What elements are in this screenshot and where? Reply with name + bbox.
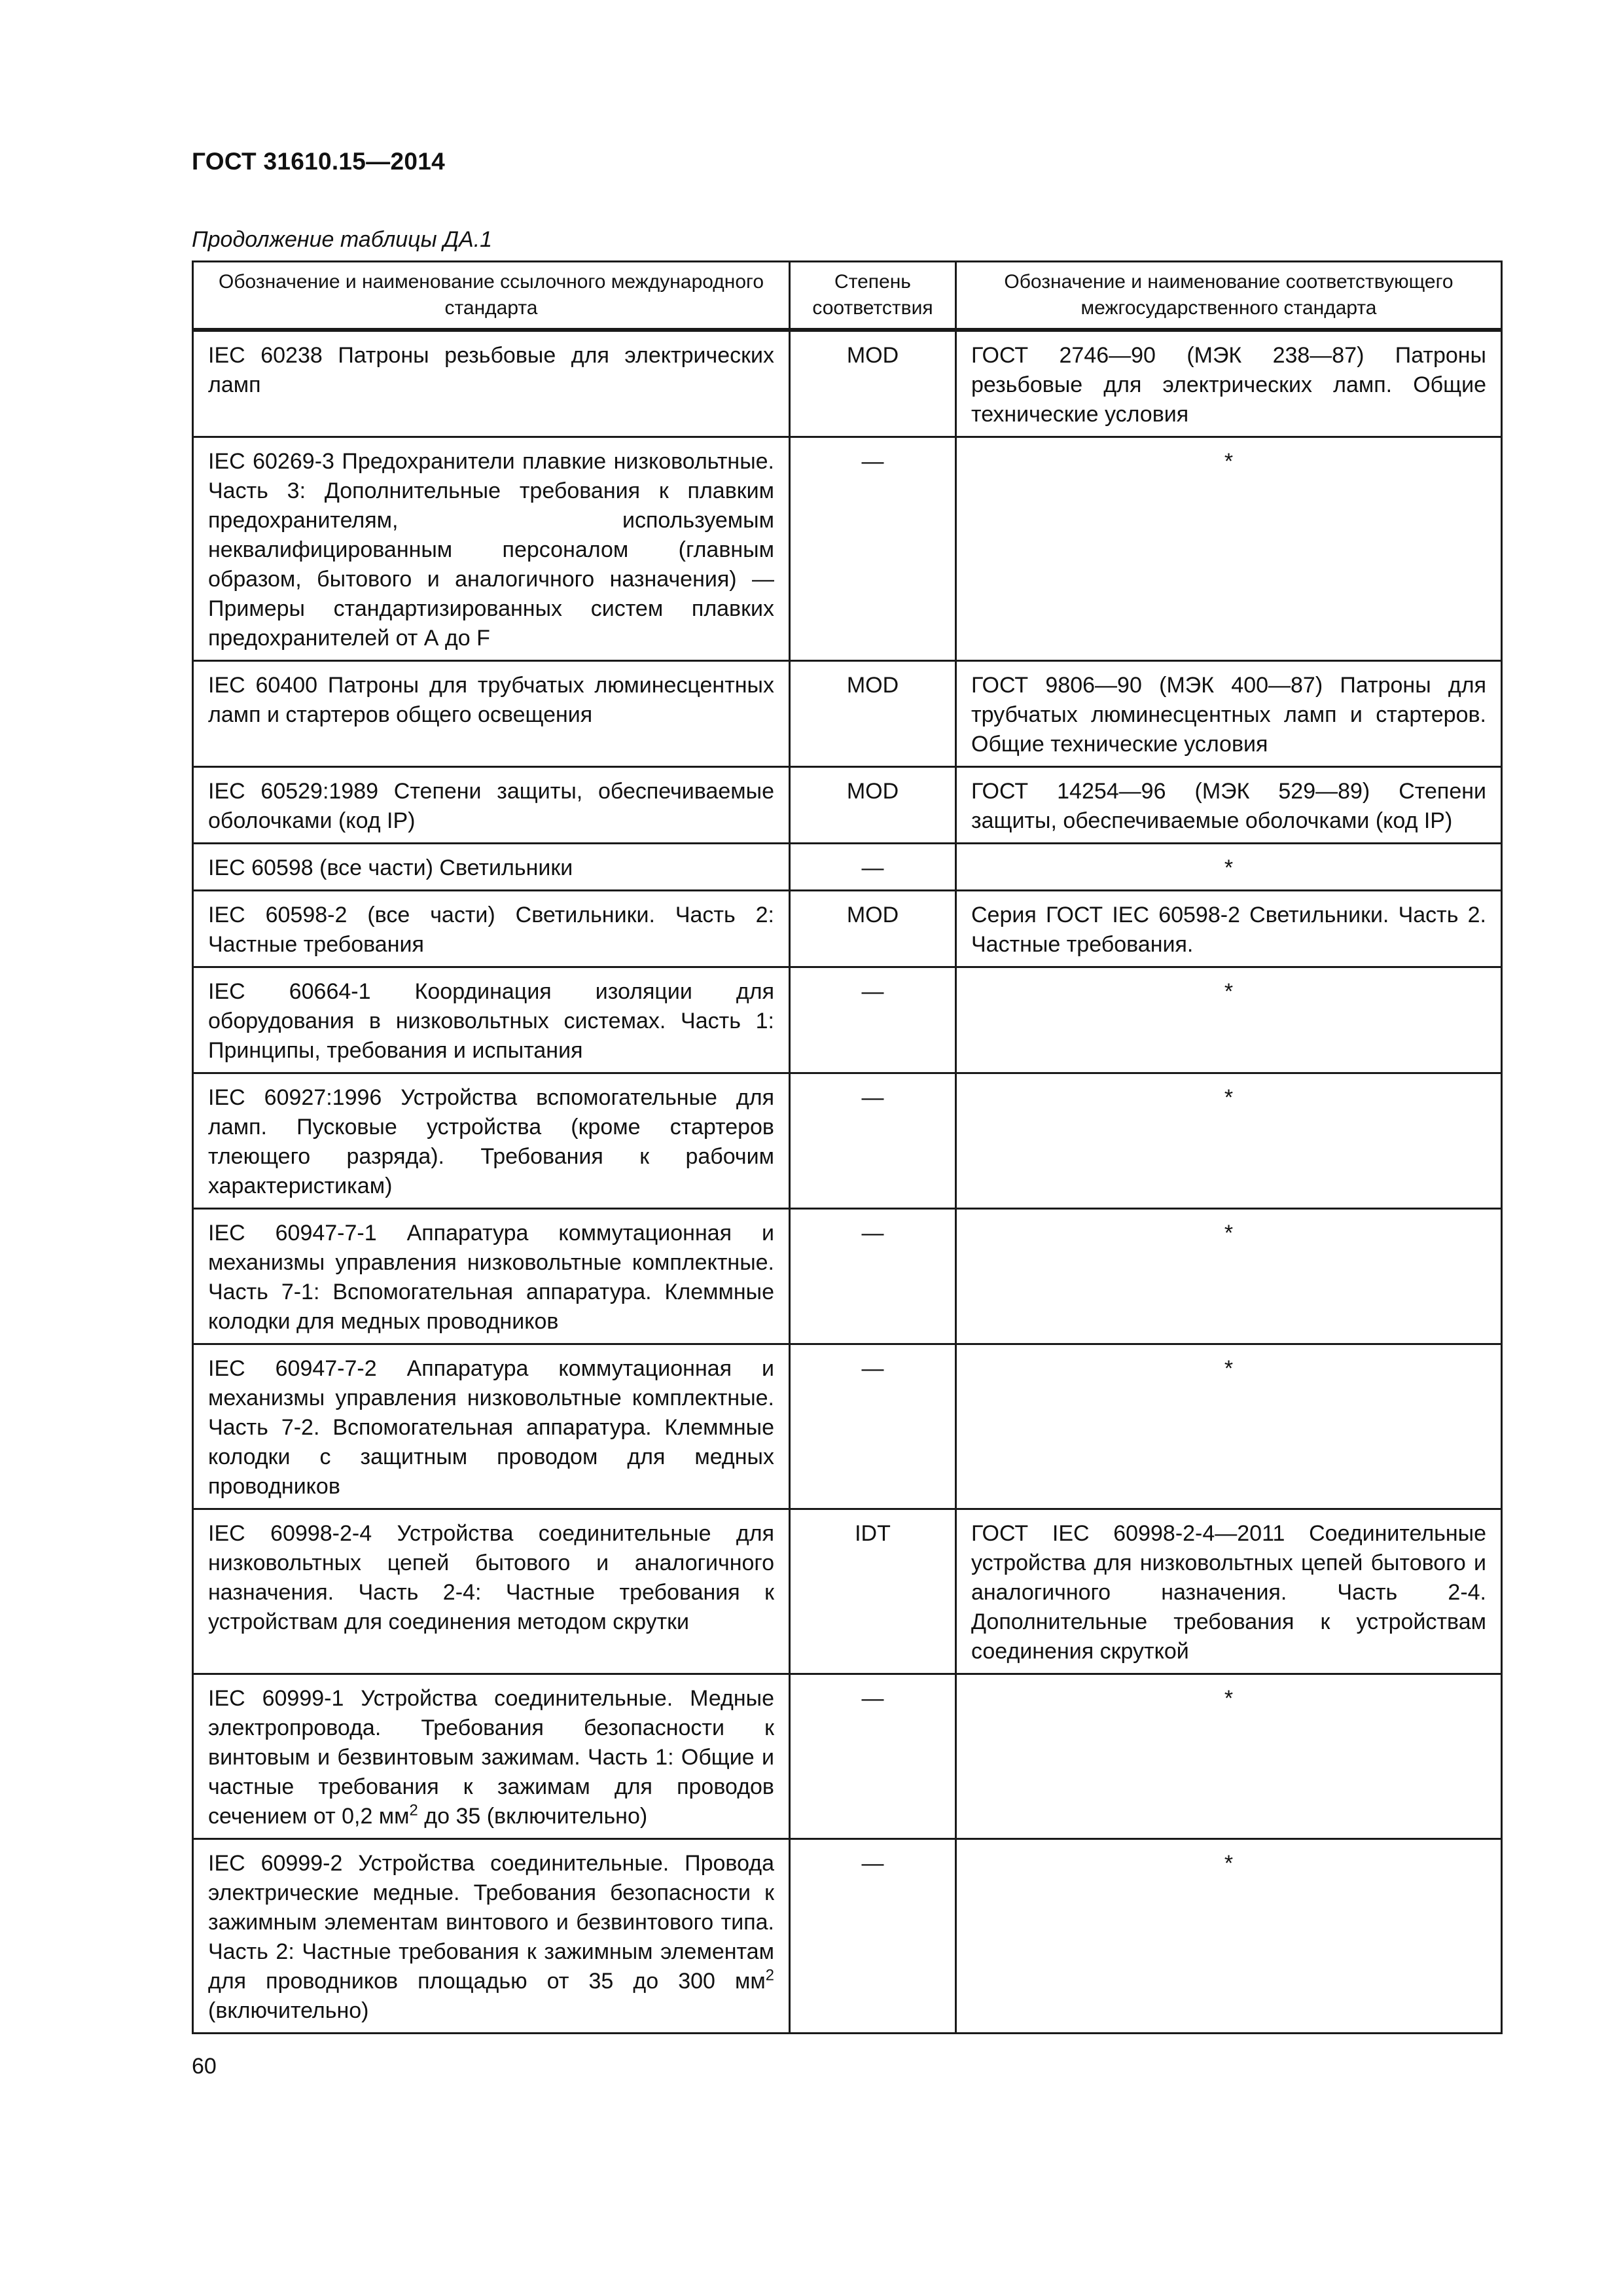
table-row [193, 661, 1502, 767]
reference-standard-cell [193, 1344, 790, 1509]
table-row [193, 844, 1502, 891]
reference-standard-text: IEC 60927:1996 Устройства вспомогательные для ламп. Пусковые устройства (кроме стартеров тлеющего разряда). Требования к рабочим характеристикам) [208, 1085, 774, 1198]
degree-cell: MOD [790, 767, 956, 844]
interstate-standard-cell: * [956, 1344, 1502, 1509]
table-header-row [193, 262, 1502, 331]
degree-cell: MOD [790, 661, 956, 767]
reference-standard-text: IEC 60238 Патроны резьбовые для электрических ламп [208, 343, 774, 397]
table-row [193, 1209, 1502, 1344]
reference-standard-text: IEC 60999-2 Устройства соединительные. Провода электрические медные. Требования безопасности к зажимным элементам винтового и безвинтового типа. Часть 2: Частные требования к зажимным элементам для проводников площадью от 35 до 300 мм [208, 1851, 774, 1994]
superscript: 2 [765, 1966, 774, 1984]
degree-cell: — [790, 1839, 956, 2034]
interstate-standard-cell: ГОСТ 9806—90 (МЭК 400—87) Патроны для трубчатых люминесцентных ламп и стартеров. Общие технические условия [956, 661, 1502, 767]
table-caption: Продолжение таблицы ДА.1 [192, 227, 493, 252]
reference-standard-text: IEC 60598-2 (все части) Светильники. Часть 2: Частные требования [208, 903, 774, 957]
reference-standard-cell [193, 1209, 790, 1344]
table-row [193, 1674, 1502, 1839]
interstate-standard-cell: * [956, 1674, 1502, 1839]
column-header-reference-standard: Обозначение и наименование ссылочного международного стандарта [193, 262, 790, 331]
table-row [193, 1839, 1502, 2034]
document-code: ГОСТ 31610.15—2014 [192, 148, 445, 175]
reference-standard-text: IEC 60664-1 Координация изоляции для оборудования в низковольтных системах. Часть 1: Принципы, требования и испытания [208, 979, 774, 1063]
reference-standard-cell [193, 1509, 790, 1674]
reference-standard-text: IEC 60529:1989 Степени защиты, обеспечиваемые оболочками (код IP) [208, 779, 774, 833]
interstate-standard-cell: ГОСТ IEC 60998-2-4—2011 Соединительные устройства для низковольтных цепей бытового и аналогичного назначения. Часть 2-4. Дополнительные требования к устройствам соединения скруткой [956, 1509, 1502, 1674]
interstate-standard-cell: * [956, 1209, 1502, 1344]
table-body [193, 330, 1502, 2034]
table-row [193, 1344, 1502, 1509]
degree-cell: — [790, 1073, 956, 1209]
interstate-standard-cell: * [956, 844, 1502, 891]
column-header-interstate-standard: Обозначение и наименование соответствующего межгосударственного стандарта [956, 262, 1502, 331]
interstate-standard-cell: * [956, 1839, 1502, 2034]
reference-standard-cell [193, 967, 790, 1073]
superscript: 2 [409, 1801, 418, 1820]
reference-standard-cell [193, 891, 790, 967]
degree-cell: — [790, 1674, 956, 1839]
table-row [193, 1509, 1502, 1674]
reference-standard-text: IEC 60998-2-4 Устройства соединительные для низковольтных цепей бытового и аналогичного назначения. Часть 2-4: Частные требования к устройствам для соединения методом скрутки [208, 1521, 774, 1634]
reference-standard-cell [193, 1839, 790, 2034]
reference-standard-cell [193, 844, 790, 891]
interstate-standard-cell: Серия ГОСТ IEC 60598-2 Светильники. Часть 2. Частные требования. [956, 891, 1502, 967]
degree-cell: MOD [790, 891, 956, 967]
reference-standard-text-tail: до 35 (включительно) [418, 1804, 648, 1829]
interstate-standard-cell: * [956, 437, 1502, 661]
interstate-standard-cell: * [956, 1073, 1502, 1209]
table-row [193, 767, 1502, 844]
interstate-standard-cell: * [956, 967, 1502, 1073]
reference-standard-text: IEC 60400 Патроны для трубчатых люминесцентных ламп и стартеров общего освещения [208, 673, 774, 727]
degree-cell: — [790, 967, 956, 1073]
reference-standard-text-tail: (включительно) [208, 1998, 369, 2023]
table-row [193, 967, 1502, 1073]
interstate-standard-cell: ГОСТ 2746—90 (МЭК 238—87) Патроны резьбовые для электрических ламп. Общие технические условия [956, 330, 1502, 437]
reference-standard-cell [193, 1073, 790, 1209]
table-row [193, 1073, 1502, 1209]
degree-cell: IDT [790, 1509, 956, 1674]
degree-cell: MOD [790, 330, 956, 437]
reference-standard-text: IEC 60947-7-1 Аппаратура коммутационная и механизмы управления низковольтные комплектные. Часть 7-1: Вспомогательная аппаратура. Клеммные колодки для медных проводников [208, 1221, 774, 1334]
interstate-standard-cell: ГОСТ 14254—96 (МЭК 529—89) Степени защиты, обеспечиваемые оболочками (код IP) [956, 767, 1502, 844]
column-header-degree: Степень соответствия [790, 262, 956, 331]
reference-standard-cell [193, 1674, 790, 1839]
page-number: 60 [192, 2054, 217, 2079]
degree-cell: — [790, 1209, 956, 1344]
reference-standard-text: IEC 60269-3 Предохранители плавкие низковольтные. Часть 3: Дополнительные требования к плавким предохранителям, используемым неквалифицированным персоналом (главным образом, бытового и аналогичного назначения) — Примеры стандартизированных систем плавких предохранителей от А до F [208, 449, 774, 651]
degree-cell: — [790, 437, 956, 661]
degree-cell: — [790, 844, 956, 891]
reference-standard-cell [193, 767, 790, 844]
reference-standard-cell [193, 330, 790, 437]
reference-standard-text: IEC 60999-1 Устройства соединительные. Медные электропровода. Требования безопасности к винтовым и безвинтовым зажимам. Часть 1: Общие и частные требования к зажимам для проводов сечением от 0,2 мм [208, 1686, 774, 1829]
table-row [193, 891, 1502, 967]
table-row [193, 330, 1502, 437]
reference-standard-text: IEC 60598 (все части) Светильники [208, 855, 573, 880]
standards-table [192, 260, 1503, 2034]
table-row [193, 437, 1502, 661]
reference-standard-cell [193, 661, 790, 767]
reference-standard-cell [193, 437, 790, 661]
degree-cell: — [790, 1344, 956, 1509]
reference-standard-text: IEC 60947-7-2 Аппаратура коммутационная и механизмы управления низковольтные комплектные. Часть 7-2. Вспомогательная аппаратура. Клеммные колодки с защитным проводом для медных проводников [208, 1356, 774, 1499]
